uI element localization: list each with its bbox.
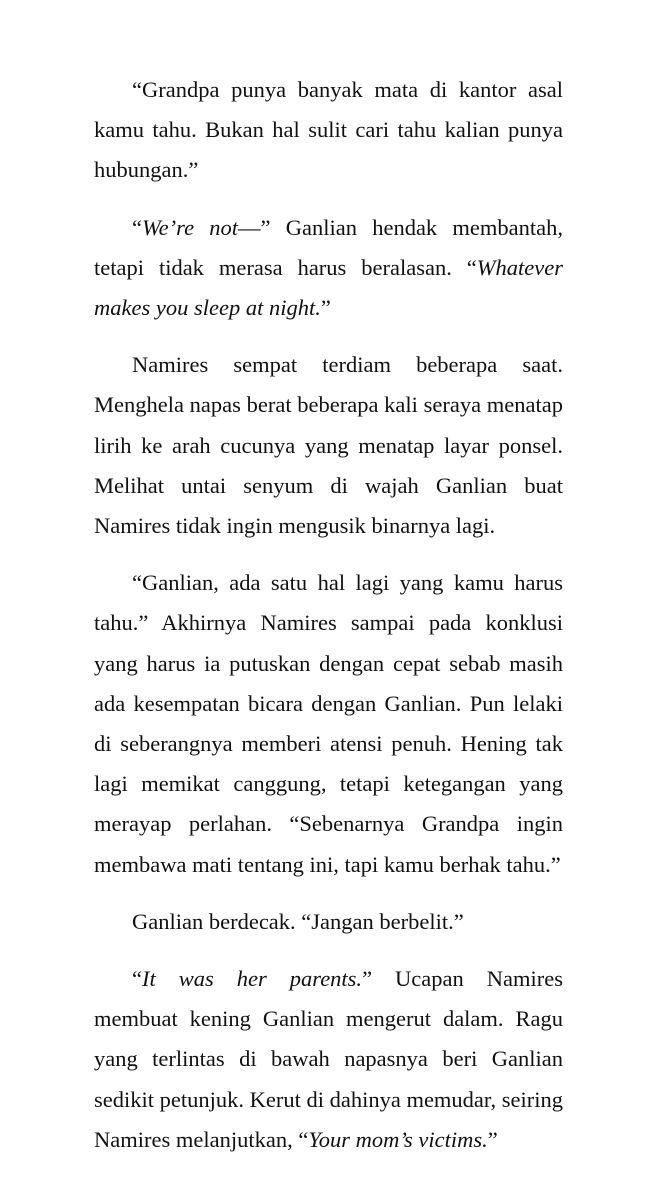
paragraph-3 xyxy=(94,345,563,546)
paragraph-5-text: Ganlian berdecak. “Jangan berbelit.” xyxy=(132,908,464,934)
paragraph-2-open-quote: “ xyxy=(132,214,142,240)
paragraph-6-italic-phrase-1: It was her parents. xyxy=(142,966,363,992)
paragraph-6-open-quote: “ xyxy=(132,966,142,992)
paragraph-2 xyxy=(94,208,563,329)
paragraph-6 xyxy=(94,959,563,1160)
paragraph-2-italic-phrase-2: Whatever makes you sleep at night. xyxy=(94,254,563,321)
paragraph-4 xyxy=(94,563,563,885)
paragraph-5 xyxy=(94,902,563,942)
paragraph-4-text: “Ganlian, ada satu hal lagi yang kamu harus tahu.” Akhirnya Namires sampai pada konklusi yang harus ia putuskan dengan cepat sebab masih ada kesempatan bicara dengan Ganlian. Pun lelaki di seberangnya memberi atensi penuh. Hening tak lagi memikat canggung, tetapi ketegangan yang merayap perlahan. “Sebenarnya Grandpa ingin membawa mati tentang ini, tapi kamu berhak tahu.” xyxy=(94,570,563,877)
paragraph-2-narration: —” Ganlian hendak membantah, tetapi tidak merasa harus beralasan. “ xyxy=(94,214,563,280)
paragraph-2-close-quote: ” xyxy=(320,295,331,321)
paragraph-1-text: “Grandpa punya banyak mata di kantor asal kamu tahu. Bukan hal sulit cari tahu kalian punya hubungan.” xyxy=(94,77,563,183)
paragraph-1 xyxy=(94,70,563,191)
paragraph-6-close-quote: ” xyxy=(487,1126,498,1152)
paragraph-2-italic-phrase-1: We’re not xyxy=(142,214,239,240)
paragraph-3-text: Namires sempat terdiam beberapa saat. Menghela napas berat beberapa kali seraya menatap lirih ke arah cucunya yang menatap layar ponsel. Melihat untai senyum di wajah Ganlian buat Namires tidak ingin mengusik binarnya lagi. xyxy=(94,352,563,539)
paragraph-6-italic-phrase-2: Your mom’s victims. xyxy=(308,1126,488,1152)
paragraph-6-narration: ” Ucapan Namires membuat kening Ganlian mengerut dalam. Ragu yang terlintas di bawah napasnya beri Ganlian sedikit petunjuk. Kerut di dahinya memudar, seiring Namires melanjutkan, “ xyxy=(94,966,563,1152)
